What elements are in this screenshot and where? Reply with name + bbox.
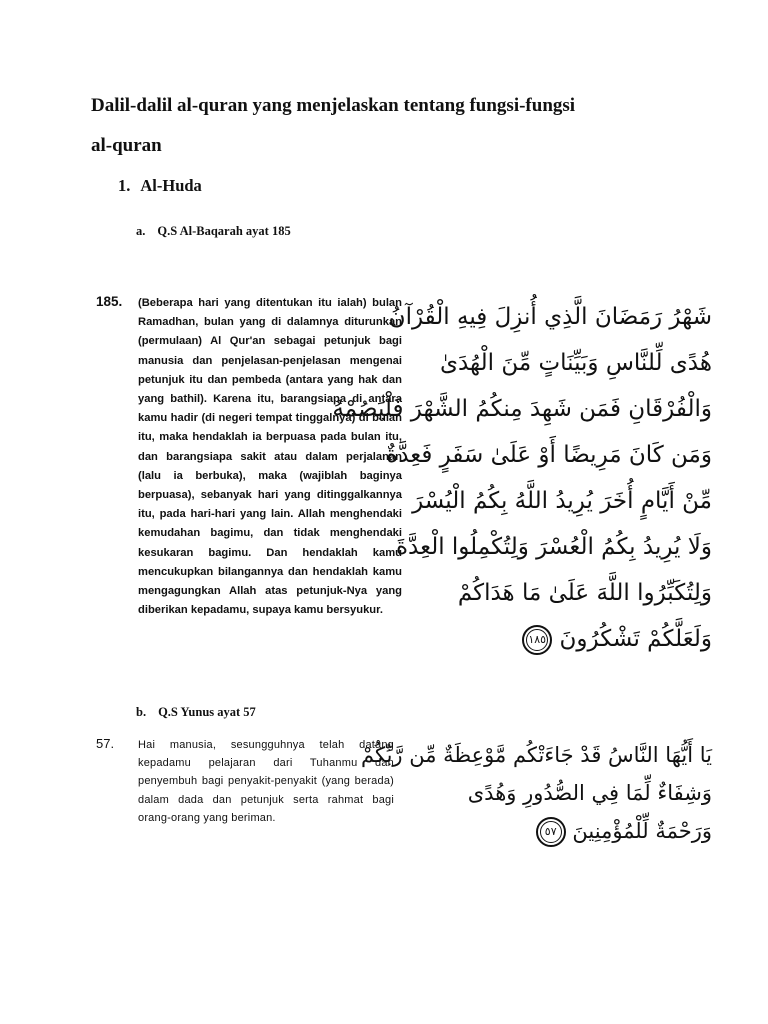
arabic-line-final [420,812,712,850]
arabic-line-text: وَلَعَلَّكُمْ تَشْكُرُونَ [559,626,712,652]
section-number: 1. [118,176,131,195]
subsection-heading-al-baqarah [136,224,291,239]
verse-translation: Hai manusia, sesungguhnya telah datang kepadamu pelajaran dari Tuhanmu dan penyembuh bagi penyakit-penyakit (yang berada) dalam dada dan petunjuk serta rahmat bagi orang-orang yang beriman. [138,739,394,824]
subsection-letter: a. [136,224,146,238]
arabic-line: وَالْفُرْقَانِ فَمَن شَهِدَ مِنكُمُ الشَّهْرَ فَلْيَصُمْهُ [332,396,712,422]
section-label: Al-Huda [140,176,202,195]
ayah-end-marker-icon: ١٨٥ [522,625,552,655]
arabic-line: مِّنْ أَيَّامٍ أُخَرَ يُرِيدُ اللَّهُ بِكُمُ الْيُسْرَ [412,488,712,514]
section-heading-al-huda [118,176,202,196]
ayah-end-marker-icon: ٥٧ [536,817,566,847]
arabic-verse-text [332,294,712,662]
verse-block-al-baqarah-185 [0,294,768,686]
arabic-line: وَمَن كَانَ مَرِيضًا أَوْ عَلَىٰ سَفَرٍ فَعِدَّةٌ [386,442,712,468]
document-title-line-2: al-quran [91,135,162,156]
document-title-line-1: Dalil-dalil al-quran yang menjelaskan tentang fungsi-fungsi [91,95,576,116]
arabic-line: هُدًى لِّلنَّاسِ وَبَيِّنَاتٍ مِّنَ الْهُدَىٰ [439,350,712,376]
arabic-verse-text [361,736,712,850]
subsection-heading-yunus [136,705,256,720]
arabic-line-text: وَرَحْمَةٌ لِّلْمُؤْمِنِينَ [572,819,712,843]
verse-number: 185. [96,294,123,309]
subsection-letter: b. [136,705,147,719]
arabic-line: شَهْرُ رَمَضَانَ الَّذِي أُنزِلَ فِيهِ الْقُرْآنُ [388,304,712,330]
arabic-line: وَلِتُكَبِّرُوا اللَّهَ عَلَىٰ مَا هَدَاكُمْ [457,580,712,606]
arabic-line-final [420,616,712,662]
verse-block-yunus-57 [0,736,768,846]
verse-number: 57. [96,736,115,751]
arabic-line: وَلَا يُرِيدُ بِكُمُ الْعُسْرَ وَلِتُكْمِلُوا الْعِدَّةَ [395,534,712,560]
arabic-line: وَشِفَاءٌ لِّمَا فِي الصُّدُورِ وَهُدًى [467,781,712,805]
subsection-label: Q.S Yunus ayat 57 [158,705,256,719]
arabic-line: يَا أَيُّهَا النَّاسُ قَدْ جَاءَتْكُم مَّوْعِظَةٌ مِّن رَّبِّكُمْ [361,743,712,767]
subsection-label: Q.S Al-Baqarah ayat 185 [157,224,291,238]
verse-translation: (Beberapa hari yang ditentukan itu ialah) bulan Ramadhan, bulan yang di dalamnya diturunkan (permulaan) Al Qur'an sebagai petunjuk bagi manusia dan penjelasan-penjelasan mengenai petunjuk itu dan pembeda (antara yang hak dan yang bathil). Karena itu, barangsiapa di antara kamu hadir (di negeri tempat tinggalnya) di bulan itu, maka hendaklah ia berpuasa pada bulan itu, dan barangsiapa sakit atau dalam perjalanan (lalu ia berbuka), maka (wajiblah baginya berpuasa), sebanyak hari yang ditinggalkannya itu, pada hari-hari yang lain. Allah menghendaki kemudahan bagimu, dan tidak menghendaki kesukaran bagimu. Dan hendaklah kamu mencukupkan bilangannya dan hendaklah kamu mengagungkan Allah atas petunjuk-Nya yang diberikan kepadamu, supaya kamu bersyukur. [138,297,402,617]
